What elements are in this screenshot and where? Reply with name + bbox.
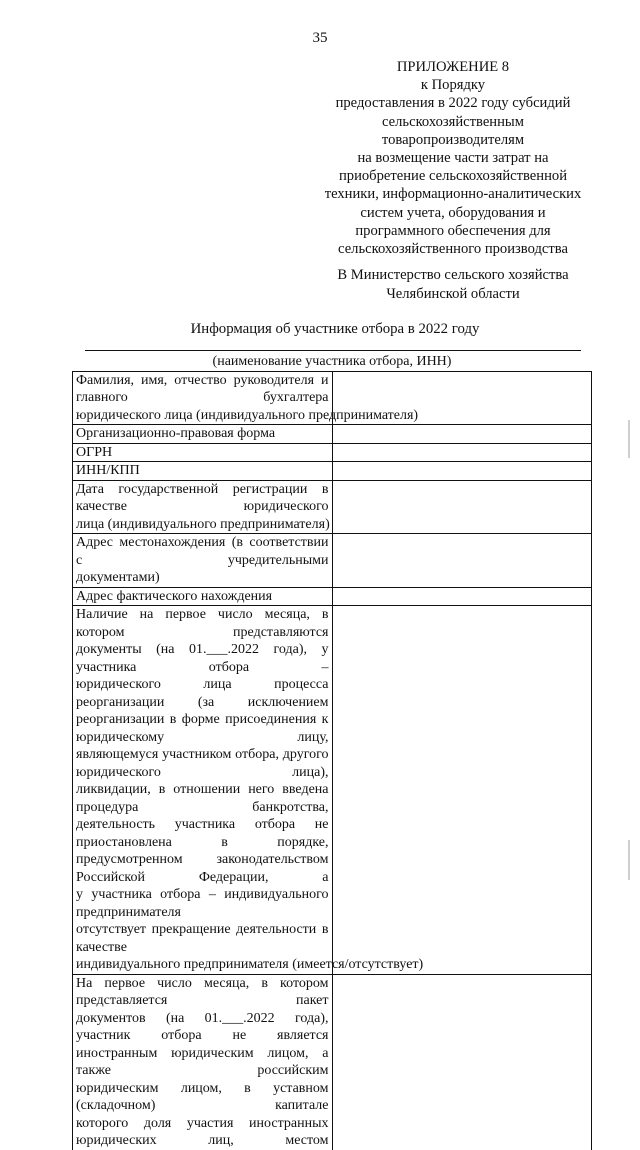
value-cell[interactable] <box>332 462 592 481</box>
table-row <box>73 974 592 1150</box>
row-line: Наличие на первое число месяца, в котором представляются <box>76 607 329 640</box>
value-cell[interactable] <box>332 974 592 1150</box>
value-cell[interactable] <box>332 443 592 462</box>
row-line: Организационно-правовая форма <box>76 426 276 441</box>
appendix-line: приобретение сельскохозяйственной <box>338 168 568 185</box>
appendix-line: программного обеспечения для <box>355 222 551 239</box>
page-number: 35 <box>312 30 328 46</box>
value-cell[interactable] <box>332 425 592 444</box>
appendix-line: сельскохозяйственным <box>382 113 524 130</box>
table-row <box>73 443 592 462</box>
scan-edge-mark <box>628 420 630 458</box>
row-line: которого доля участия иностранных юридических лиц, местом <box>76 1115 329 1148</box>
row-line: Адрес местонахождения (в соответствии с учредительными <box>76 535 329 568</box>
appendix-line: систем учета, оборудования и <box>360 204 546 221</box>
table-row <box>73 371 592 425</box>
row-label-legal-address <box>73 534 333 588</box>
value-cell[interactable] <box>332 606 592 975</box>
row-label-ogrn <box>73 443 333 462</box>
scan-edge-mark <box>628 840 630 880</box>
appendix-line: к Порядку <box>420 77 486 94</box>
row-label-registration-date <box>73 480 333 534</box>
row-line: реорганизации в форме присоединения к юридическому лицу, <box>76 712 329 745</box>
row-line: ОГРН <box>76 444 113 460</box>
table-row <box>73 606 592 975</box>
row-line: юридическим лицом, в уставном (складочном) капитале <box>76 1080 329 1113</box>
row-line: являющемуся участником отбора, другого юридического лица), <box>76 747 329 780</box>
row-line: На первое число месяца, в котором представляется пакет <box>76 975 329 1008</box>
table-row <box>73 462 592 481</box>
table-row <box>73 587 592 606</box>
name-fill-line <box>85 350 581 351</box>
appendix-line: техники, информационно-аналитических <box>324 186 582 203</box>
row-line: иностранным юридическим лицом, а также российским <box>76 1045 329 1078</box>
row-line: документы (на 01.___.2022 года), у участника отбора – <box>76 642 329 675</box>
row-label-legal-form <box>73 425 333 444</box>
appendix-line: товаропроизводителям <box>381 131 525 148</box>
appendix-line: предоставления в 2022 году субсидий <box>335 95 571 112</box>
name-caption: (наименование участника отбора, ИНН) <box>73 353 592 371</box>
row-line: Фамилия, имя, отчество руководителя и главного бухгалтера <box>76 372 329 405</box>
row-line: предусмотренном законодательством Российской Федерации, а <box>76 852 329 885</box>
appendix-line: сельскохозяйственного производства <box>338 241 568 258</box>
table-row <box>73 480 592 534</box>
caption-row <box>73 353 592 371</box>
row-label-inn-kpp <box>73 462 333 481</box>
recipient-line: В Министерство сельского хозяйства <box>337 267 569 283</box>
recipient-line: Челябинской области <box>386 286 520 302</box>
value-cell[interactable] <box>332 480 592 534</box>
row-line: деятельность участника отбора не приостановлена в порядке, <box>76 817 329 850</box>
row-line: юридического лица (индивидуального предпринимателя) <box>76 407 419 423</box>
form-title: Информация об участнике отбора в 2022 году <box>190 321 480 337</box>
row-line: Дата государственной регистрации в качестве юридического <box>76 481 329 514</box>
row-label-reorganization-status <box>73 606 424 975</box>
row-line: индивидуального предпринимателя (имеется/отсутствует) <box>76 957 424 972</box>
appendix-title: ПРИЛОЖЕНИЕ 8 <box>396 59 510 75</box>
row-label-actual-address <box>73 587 333 606</box>
table-row <box>73 534 592 588</box>
row-label-manager-names <box>73 371 419 425</box>
value-cell[interactable] <box>332 534 592 588</box>
row-line: юридического лица процесса реорганизации (за исключением <box>76 677 329 710</box>
row-line: Адрес фактического нахождения <box>76 588 273 604</box>
appendix-header <box>300 58 606 258</box>
row-line: у участника отбора – индивидуального предпринимателя <box>76 887 329 920</box>
table-row <box>73 425 592 444</box>
row-label-foreign-entity-status <box>73 974 333 1150</box>
recipient-block <box>300 266 606 304</box>
row-line: документами) <box>76 570 160 585</box>
row-line: документов (на 01.___.2022 года), участник отбора не является <box>76 1010 329 1043</box>
value-cell[interactable] <box>332 587 592 606</box>
row-line: ИНН/КПП <box>76 463 140 478</box>
row-line: отсутствует прекращение деятельности в качестве <box>76 922 329 955</box>
row-line: лица (индивидуального предпринимателя) <box>76 516 330 532</box>
row-line: ликвидации, в отношении него введена процедура банкротства, <box>76 782 329 815</box>
appendix-line: на возмещение части затрат на <box>357 150 549 167</box>
participant-info-table <box>72 353 592 1150</box>
